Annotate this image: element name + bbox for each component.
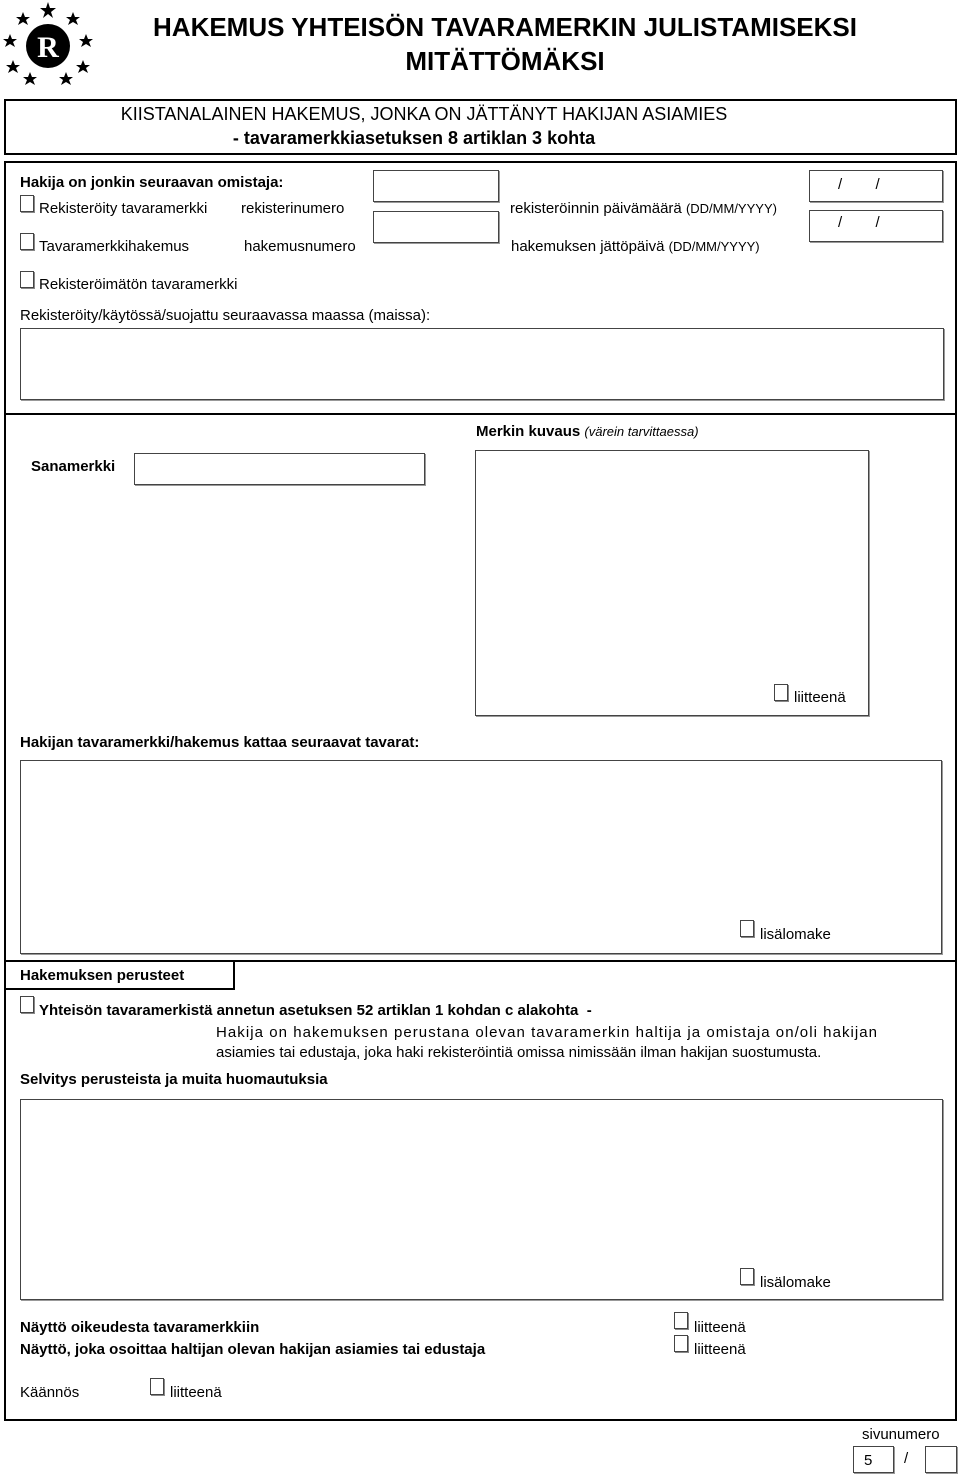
proof-of-rights-label: Näyttö oikeudesta tavaramerkkiin <box>20 1319 260 1336</box>
page-total-field[interactable] <box>925 1446 957 1473</box>
countries-label: Rekisteröity/käytössä/suojattu seuraavassa maassa (maissa): <box>20 307 431 324</box>
divider-owner <box>4 413 957 415</box>
registration-number-label: rekisterinumero <box>241 200 345 217</box>
subtitle-line2: - tavaramerkkiasetuksen 8 artiklan 3 kohta <box>232 128 596 148</box>
filing-date-separator: / / <box>838 214 880 231</box>
goods-label: Hakijan tavaramerkki/hakemus kattaa seuraavat tavarat: <box>20 734 420 751</box>
unregistered-mark-label: Rekisteröimätön tavaramerkki <box>39 276 238 293</box>
translation-label: Käännös <box>20 1384 80 1401</box>
registration-number-field[interactable] <box>373 170 499 202</box>
mark-description-label <box>476 423 699 440</box>
translation-checkbox[interactable] <box>150 1378 164 1395</box>
registration-date-format: (DD/MM/YYYY) <box>685 201 777 216</box>
ground-text-line2: asiamies tai edustaja, joka haki rekisteröintiä omissa nimissään ilman hakijan suostumusta. <box>216 1044 822 1061</box>
application-checkbox[interactable] <box>20 233 34 250</box>
proof-of-agent-label: Näyttö, joka osoittaa haltijan olevan hakijan asiamies tai edustaja <box>20 1341 486 1358</box>
page-number: 5 <box>864 1452 873 1469</box>
logo <box>0 0 95 88</box>
proof-of-agent-attachment: liitteenä <box>694 1341 746 1358</box>
page-number-label: sivunumero <box>862 1426 940 1443</box>
subtitle-line1: KIISTANALAINEN HAKEMUS, JONKA ON JÄTTÄNYT HAKIJAN ASIAMIES <box>120 104 728 124</box>
mark-attachment-checkbox[interactable] <box>774 684 788 701</box>
mark-description-field[interactable] <box>475 450 869 716</box>
page-number-field[interactable] <box>853 1446 894 1473</box>
ground-checkbox[interactable] <box>20 996 34 1013</box>
translation-attachment: liitteenä <box>170 1384 222 1401</box>
grounds-label: Hakemuksen perusteet <box>20 967 185 984</box>
registered-mark-label: Rekisteröity tavaramerkki <box>39 200 208 217</box>
ground-title: Yhteisön tavaramerkistä annetun asetuksen 52 artiklan 1 kohdan c alakohta - <box>39 1002 592 1019</box>
proof-of-rights-attachment: liitteenä <box>694 1319 746 1336</box>
page-title: HAKEMUS YHTEISÖN TAVARAMERKIN JULISTAMISEKSI <box>153 12 857 42</box>
mark-attachment-label: liitteenä <box>794 689 846 706</box>
goods-extra-sheet-label: lisälomake <box>760 926 831 943</box>
filing-date-text: hakemuksen jättöpäivä <box>511 238 665 255</box>
word-mark-label: Sanamerkki <box>31 458 116 475</box>
application-number-label: hakemusnumero <box>244 238 356 255</box>
registration-date-label <box>510 200 777 217</box>
application-label: Tavaramerkkihakemus <box>39 238 190 255</box>
explanation-field[interactable] <box>20 1099 943 1300</box>
goods-field[interactable] <box>20 760 942 954</box>
explanation-label: Selvitys perusteista ja muita huomautuksia <box>20 1071 328 1088</box>
ground-text-line1: Hakija on hakemuksen perustana olevan tavaramerkin haltija ja omistaja on/oli hakijan <box>216 1024 879 1041</box>
filing-date-format: (DD/MM/YYYY) <box>668 239 760 254</box>
proof-of-rights-checkbox[interactable] <box>674 1312 688 1329</box>
svg-text:R: R <box>37 31 59 64</box>
countries-field[interactable] <box>20 328 944 400</box>
mark-description-text: Merkin kuvaus <box>476 423 581 440</box>
page-number-separator: / <box>904 1450 909 1467</box>
goods-extra-sheet-checkbox[interactable] <box>740 920 754 937</box>
proof-of-agent-checkbox[interactable] <box>674 1335 688 1352</box>
mark-description-note: (värein tarvittaessa) <box>584 424 699 439</box>
explanation-extra-sheet-checkbox[interactable] <box>740 1268 754 1285</box>
registration-date-text: rekisteröinnin päivämäärä <box>510 200 682 217</box>
application-number-field[interactable] <box>373 211 499 243</box>
unregistered-mark-checkbox[interactable] <box>20 271 34 288</box>
filing-date-label <box>511 238 760 255</box>
owner-heading: Hakija on jonkin seuraavan omistaja: <box>20 174 284 191</box>
page-title-line2: MITÄTTÖMÄKSI <box>405 46 605 76</box>
explanation-extra-sheet-label: lisälomake <box>760 1274 831 1291</box>
registered-mark-checkbox[interactable] <box>20 195 34 212</box>
word-mark-field[interactable] <box>134 453 425 485</box>
registration-date-separator: / / <box>838 176 880 193</box>
